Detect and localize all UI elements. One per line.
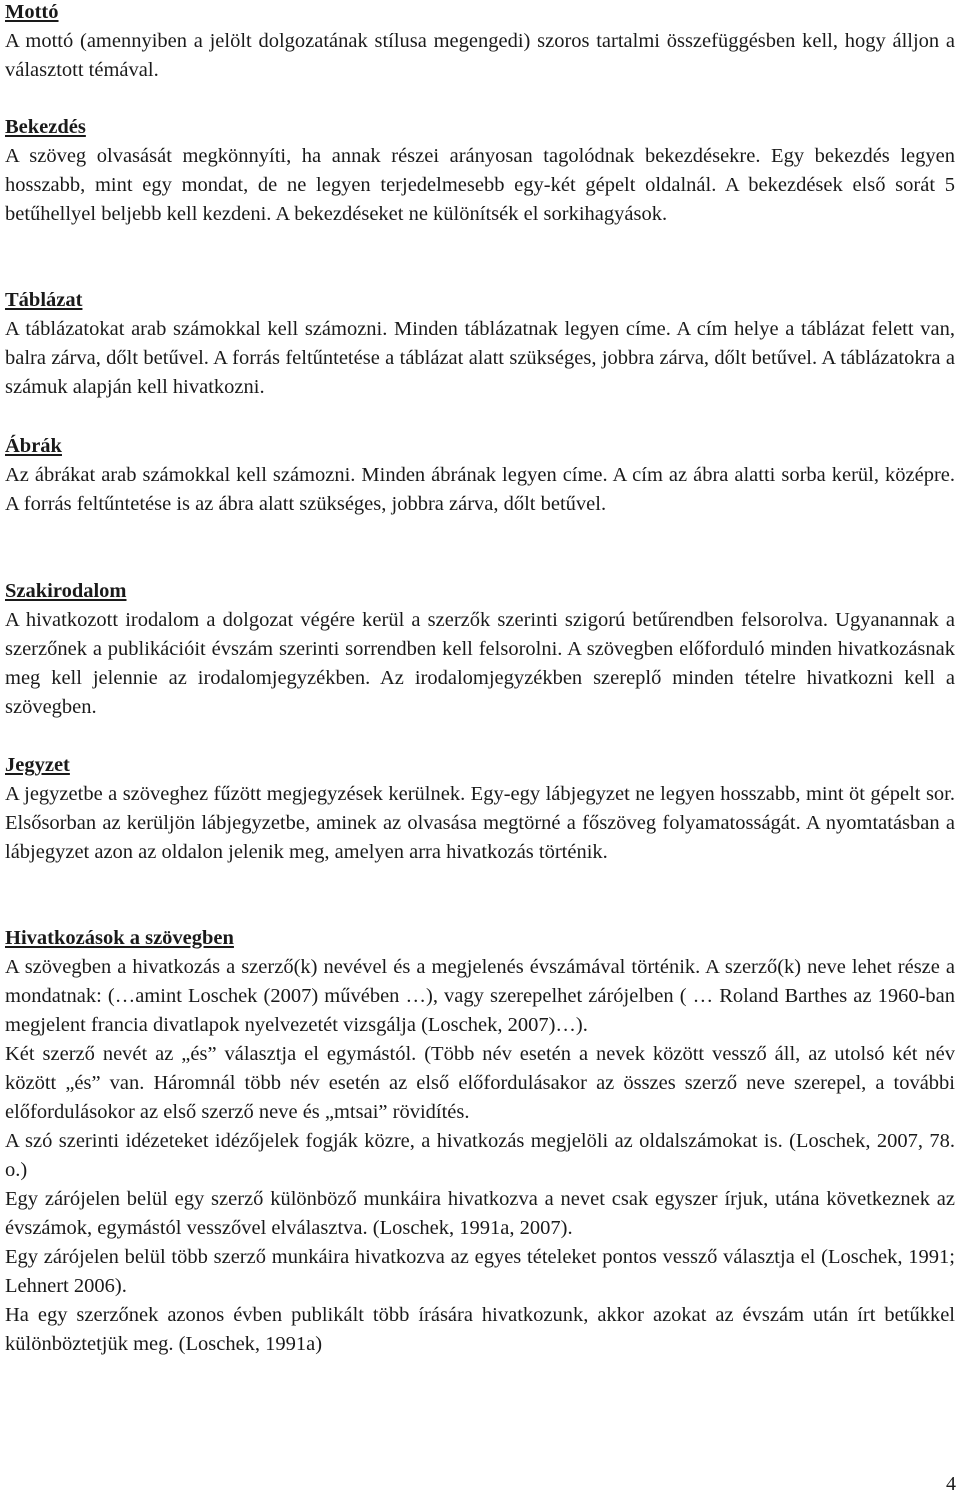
section-heading-jegyzet: Jegyzet (5, 754, 70, 776)
section-heading-szakirodalom: Szakirodalom (5, 580, 127, 602)
page-number: 4 (946, 1473, 956, 1495)
paragraph: A szöveg olvasását megkönnyíti, ha annak részei arányosan tagolódnak bekezdésekre. Egy bekezdés legyen hosszabb, mint egy mondat, de ne legyen terjedelmesebb egy-két gépelt oldalnál. A bekezdések első sorát 5 betűhellyel beljebb kell kezdeni. A bekezdéseket ne különítsék el sorkihagyások. (5, 145, 955, 225)
section-heading-tablazat: Táblázat (5, 289, 83, 311)
section-abrak (5, 432, 955, 519)
paragraph: Két szerző nevét az „és” választja el egymástól. (Több név esetén a nevek között vessző áll, az utolsó két név között „és” van. Háromnál több név esetén az első előfordulásakor az összes szerző neve szerepel, a további előfordulásokor az első szerző neve és „mtsai” rövidítés. (5, 1043, 955, 1123)
paragraph: A mottó (amennyiben a jelölt dolgozatának stílusa megengedi) szoros tartalmi összefüggésben kell, hogy álljon a választott témával. (5, 30, 955, 81)
section-heading-abrak: Ábrák (5, 435, 62, 457)
paragraph: Ha egy szerzőnek azonos évben publikált több írására hivatkozunk, akkor azokat az évszám után írt betűkkel különböztetjük meg. (Loschek, 1991a) (5, 1304, 955, 1355)
section-heading-hivatkozasok: Hivatkozások a szövegben (5, 927, 234, 949)
section-tablazat (5, 286, 955, 402)
section-jegyzet (5, 751, 955, 867)
paragraph: A jegyzetbe a szöveghez fűzött megjegyzések kerülnek. Egy-egy lábjegyzet ne legyen hosszabb, mint öt gépelt sor. Elsősorban az kerüljön lábjegyzetbe, aminek az olvasása megtörné a főszöveg folyamatosságát. A nyomtatásban a lábjegyzet azon az oldalon jelenik meg, amelyen arra hivatkozás történik. (5, 783, 955, 863)
paragraph: Egy zárójelen belül több szerző munkáira hivatkozva az egyes tételeket pontos vessző választja el (Loschek, 1991; Lehnert 2006). (5, 1246, 955, 1297)
section-hivatkozasok (5, 924, 955, 1359)
paragraph: A táblázatokat arab számokkal kell számozni. Minden táblázatnak legyen címe. A cím helye a táblázat felett van, balra zárva, dőlt betűvel. A forrás feltűntetése a táblázat alatt szükséges, jobbra zárva, dőlt betűvel. A táblázatokra a számuk alapján kell hivatkozni. (5, 318, 955, 398)
paragraph: Az ábrákat arab számokkal kell számozni. Minden ábrának legyen címe. A cím az ábra alatti sorba kerül, középre. A forrás feltűntetése is az ábra alatt szükséges, jobbra zárva, dőlt betűvel. (5, 464, 955, 515)
section-heading-motto: Mottó (5, 1, 59, 23)
section-szakirodalom (5, 577, 955, 722)
paragraph: A hivatkozott irodalom a dolgozat végére kerül a szerzők szerinti szigorú betűrendben felsorolva. Ugyanannak a szerzőnek a publikációit évszám szerinti sorrendben kell felsorolni. A szövegben előforduló minden hivatkozásnak meg kell jelennie az irodalomjegyzékben. Az irodalomjegyzékben szereplő minden tételre hivatkozni kell a szövegben. (5, 609, 955, 718)
paragraph: A szövegben a hivatkozás a szerző(k) nevével és a megjelenés évszámával történik. A szerző(k) neve lehet része a mondatnak: (…amint Loschek (2007) művében …), vagy szerepelhet zárójelben ( … Roland Barthes az 1960-ban megjelent francia divatlapok nyelvezetét vizsgálja (Loschek, 2007)…). (5, 956, 955, 1036)
section-heading-bekezdes: Bekezdés (5, 116, 86, 138)
paragraph: Egy zárójelen belül egy szerző különböző munkáira hivatkozva a nevet csak egyszer írjuk, utána következnek az évszámok, egymástól vesszővel elválasztva. (Loschek, 1991a, 2007). (5, 1188, 955, 1239)
section-bekezdes (5, 113, 955, 229)
paragraph: A szó szerinti idézeteket idézőjelek fogják közre, a hivatkozás megjelöli az oldalszámokat is. (Loschek, 2007, 78. o.) (5, 1130, 955, 1181)
section-motto (5, 0, 955, 85)
